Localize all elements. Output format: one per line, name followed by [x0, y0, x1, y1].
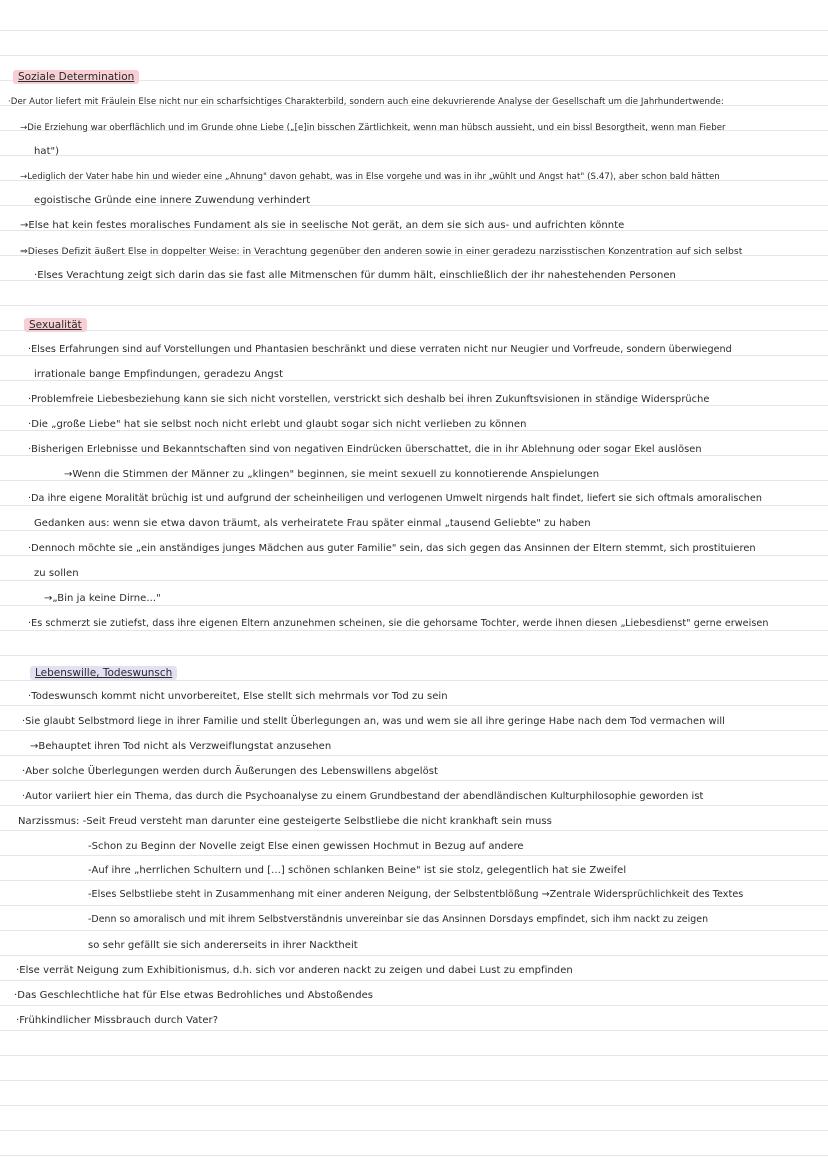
section-heading-lebenswille-todeswunsch: Lebenswille, Todeswunsch	[30, 666, 177, 680]
note-line: →Else hat kein festes moralisches Fundament als sie in seelische Not gerät, an dem sie sich aus- und aufrichten könnte	[20, 220, 625, 231]
note-line: zu sollen	[34, 568, 79, 579]
note-line: ·Sie glaubt Selbstmord liege in ihrer Familie und stellt Überlegungen an, was und wem sie all ihre geringe Habe nach dem Tod vermachen will	[22, 716, 725, 727]
note-line: ·Der Autor liefert mit Fräulein Else nicht nur ein scharfsichtiges Charakterbild, sondern auch eine dekuvrierende Analyse der Gesellschaft um die Jahrhundertwende:	[8, 97, 724, 107]
note-line: egoistische Gründe eine innere Zuwendung verhindert	[34, 195, 311, 206]
note-line: ·Frühkindlicher Missbrauch durch Vater?	[16, 1015, 219, 1026]
note-line: -Schon zu Beginn der Novelle zeigt Else einen gewissen Hochmut in Bezug auf andere	[88, 841, 524, 852]
note-line: ·Bisherigen Erlebnisse und Bekanntschaften sind von negativen Eindrücken überschattet, die in ihr Ablehnung oder sogar Ekel auslösen	[28, 444, 702, 455]
note-line: so sehr gefällt sie sich andererseits in ihrer Nacktheit	[88, 940, 358, 951]
note-line: →Die Erziehung war oberflächlich und im Grunde ohne Liebe („[e]in bisschen Zärtlichkeit, wenn man hübsch aussieht, und ein bissl Besorgtheit, wenn man Fieber	[20, 123, 726, 133]
note-line: -Auf ihre „herrlichen Schultern und [...] schönen schlanken Beine" ist sie stolz, gelegentlich hat sie Zweifel	[88, 865, 627, 876]
note-line: →Behauptet ihren Tod nicht als Verzweiflungstat anzusehen	[30, 741, 332, 752]
note-line: ·Da ihre eigene Moralität brüchig ist und aufgrund der scheinheiligen und verlogenen Umwelt nirgends halt findet, liefert sie sich oftmals amoralischen	[28, 493, 763, 504]
note-line: ·Autor variiert hier ein Thema, das durch die Psychoanalyse zu einem Grundbestand der abendländischen Kulturphilosophie geworden ist	[22, 791, 704, 802]
note-line: ·Elses Erfahrungen sind auf Vorstellungen und Phantasien beschränkt und diese verraten nicht nur Neugier und Vorfreude, sondern überwiegend	[28, 344, 732, 355]
note-line: →Wenn die Stimmen der Männer zu „klingen" beginnen, sie meint sexuell zu konnotierende Anspielungen	[64, 469, 600, 480]
note-line: ·Else verrät Neigung zum Exhibitionismus, d.h. sich vor anderen nackt zu zeigen und dabei Lust zu empfinden	[16, 965, 573, 976]
note-line: Gedanken aus: wenn sie etwa davon träumt, als verheiratete Frau später einmal „tausend Geliebte" zu haben	[34, 518, 591, 529]
section-heading-soziale-determination: Soziale Determination	[13, 70, 139, 84]
section-heading-sexualitaet: Sexualität	[24, 318, 87, 332]
note-line: ·Die „große Liebe" hat sie selbst noch nicht erlebt und glaubt sogar sich nicht verlieben zu können	[28, 419, 527, 430]
note-line: ·Aber solche Überlegungen werden durch Äußerungen des Lebenswillens abgelöst	[22, 766, 438, 777]
note-line: →„Bin ja keine Dirne..."	[44, 593, 161, 604]
note-line: -Denn so amoralisch und mit ihrem Selbstverständnis unvereinbar sie das Ansinnen Dorsdays empfindet, sich ihm nackt zu zeigen	[88, 914, 709, 925]
note-line: ·Problemfreie Liebesbeziehung kann sie sich nicht vorstellen, verstrickt sich deshalb bei ihren Zukunftsvisionen in ständige Widersprüche	[28, 394, 710, 405]
note-line: ·Todeswunsch kommt nicht unvorbereitet, Else stellt sich mehrmals vor Tod zu sein	[28, 691, 448, 702]
note-line: -Elses Selbstliebe steht in Zusammenhang mit einer anderen Neigung, der Selbstentblößung →Zentrale Widersprüchlichkeit des Textes	[88, 889, 744, 900]
note-line: hat")	[34, 146, 60, 157]
note-line: irrationale bange Empfindungen, geradezu Angst	[34, 369, 284, 380]
note-line: ·Dennoch möchte sie „ein anständiges junges Mädchen aus guter Familie" sein, das sich gegen das Ansinnen der Eltern stemmt, sich prostituieren	[28, 543, 756, 554]
note-line: ·Das Geschlechtliche hat für Else etwas Bedrohliches und Abstoßendes	[14, 990, 374, 1001]
note-line: ⇒Dieses Defizit äußert Else in doppelter Weise: in Verachtung gegenüber den anderen sowie in einer geradezu narzisstischen Konzentration auf sich selbst	[20, 246, 743, 257]
note-line: →Lediglich der Vater habe hin und wieder eine „Ahnung" davon gehabt, was in Else vorgehe und was in ihr „wühlt und Angst hat" (S.47), aber schon bald hätten	[20, 172, 720, 182]
note-line: Narzissmus: -Seit Freud versteht man darunter eine gesteigerte Selbstliebe die nicht krankhaft sein muss	[18, 816, 552, 827]
note-line: ·Elses Verachtung zeigt sich darin das sie fast alle Mitmenschen für dumm hält, einschließlich der ihr nahestehenden Personen	[34, 270, 676, 281]
note-line: ·Es schmerzt sie zutiefst, dass ihre eigenen Eltern anzunehmen scheinen, sie die gehorsame Tochter, werde ihnen diesen „Liebesdienst" gerne erweisen	[28, 618, 769, 629]
